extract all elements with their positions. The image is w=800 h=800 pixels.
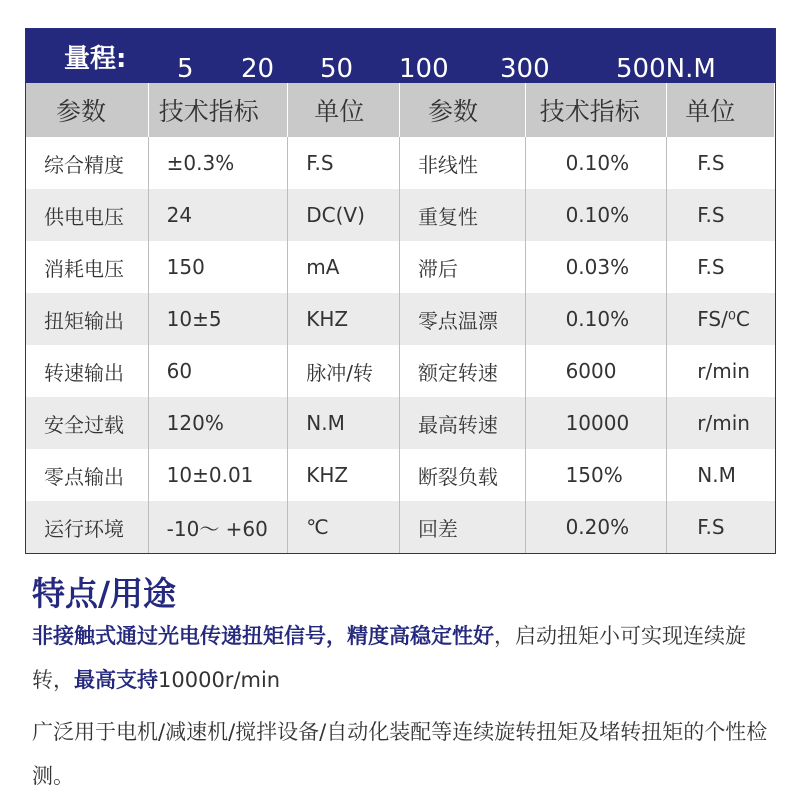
feature-highlight: 最高支持: [74, 668, 158, 692]
param-cell: 零点输出: [26, 449, 149, 501]
table-row: [26, 397, 775, 449]
range-value: 50: [320, 54, 354, 84]
spec-cell: 10±5: [149, 293, 289, 345]
table-row: [26, 189, 775, 241]
range-label: 量程:: [64, 43, 127, 74]
unit-cell: F.S: [697, 255, 725, 279]
spec-cell: 120%: [149, 397, 289, 449]
spec-table: [25, 28, 776, 554]
table-row: [26, 501, 775, 553]
param-cell: 安全过载: [26, 397, 149, 449]
unit-cell: F.S: [697, 151, 725, 175]
unit-cell: 脉冲/转: [288, 345, 400, 397]
param-cell: 转速输出: [26, 345, 149, 397]
header-unit: 单位: [288, 83, 400, 137]
spec-cell: 6000: [526, 345, 668, 397]
features-paragraph-1: [32, 614, 772, 702]
param-cell: 回差: [400, 501, 526, 553]
spec-cell: 150: [149, 241, 289, 293]
unit-cell: F.S: [288, 137, 400, 189]
unit-cell: DC(V): [288, 189, 400, 241]
header-param: 参数: [400, 83, 526, 137]
spec-cell: 10±0.01: [149, 449, 289, 501]
spec-cell: 0.03%: [526, 241, 668, 293]
param-cell: 零点温漂: [400, 293, 526, 345]
table-row: [26, 345, 775, 397]
header-spec: 技术指标: [526, 83, 668, 137]
range-value: 300: [500, 54, 550, 84]
header-spec: 技术指标: [149, 83, 289, 137]
range-value: 500N.M: [616, 54, 716, 84]
unit-cell: N.M: [697, 463, 736, 487]
unit-cell: mA: [288, 241, 400, 293]
unit-cell: r/min: [697, 411, 750, 435]
unit-cell: F.S: [697, 515, 725, 539]
param-cell: 非线性: [400, 137, 526, 189]
param-cell: 运行环境: [26, 501, 149, 553]
spec-cell: 24: [149, 189, 289, 241]
spec-cell: 0.20%: [526, 501, 668, 553]
spec-cell: 60: [149, 345, 289, 397]
spec-cell: 150%: [526, 449, 668, 501]
param-cell: 断裂负载: [400, 449, 526, 501]
param-cell: 重复性: [400, 189, 526, 241]
range-value: 20: [241, 54, 275, 84]
table-row: [26, 137, 775, 189]
spec-cell: 0.10%: [526, 293, 668, 345]
unit-cell: KHZ: [288, 293, 400, 345]
spec-cell: 0.10%: [526, 137, 668, 189]
header-unit: 单位: [667, 83, 775, 137]
table-row: [26, 293, 775, 345]
unit-cell: ℃: [288, 501, 400, 553]
feature-highlight: 非接触式通过光电传递扭矩信号，精度高稳定性好: [32, 624, 494, 648]
features-title: 特点/用途: [32, 574, 177, 613]
range-value: 5: [177, 54, 194, 84]
param-cell: 供电电压: [26, 189, 149, 241]
param-cell: 滞后: [400, 241, 526, 293]
table-row: [26, 449, 775, 501]
unit-cell: N.M: [288, 397, 400, 449]
spec-cell: -10～ +60: [149, 501, 289, 553]
feature-text: 10000r/min: [158, 668, 281, 692]
unit-cell: F.S: [697, 203, 725, 227]
feature-text: ，启动扭矩小可实现连续旋转，: [32, 624, 746, 692]
param-cell: 综合精度: [26, 137, 149, 189]
param-cell: 扭矩输出: [26, 293, 149, 345]
features-paragraph-2: 广泛用于电机/减速机/搅拌设备/自动化装配等连续旋转扭矩及堵转扭矩的个性检测。: [32, 720, 768, 788]
unit-cell: FS/⁰C: [697, 307, 750, 331]
spec-cell: 10000: [526, 397, 668, 449]
spec-cell: ±0.3%: [149, 137, 289, 189]
param-cell: 最高转速: [400, 397, 526, 449]
spec-cell: 0.10%: [526, 189, 668, 241]
param-cell: 额定转速: [400, 345, 526, 397]
unit-cell: r/min: [697, 359, 750, 383]
param-cell: 消耗电压: [26, 241, 149, 293]
header-param: 参数: [26, 83, 149, 137]
table-header-row: [26, 83, 775, 137]
table-row: [26, 241, 775, 293]
unit-cell: KHZ: [288, 449, 400, 501]
range-value: 100: [399, 54, 449, 84]
